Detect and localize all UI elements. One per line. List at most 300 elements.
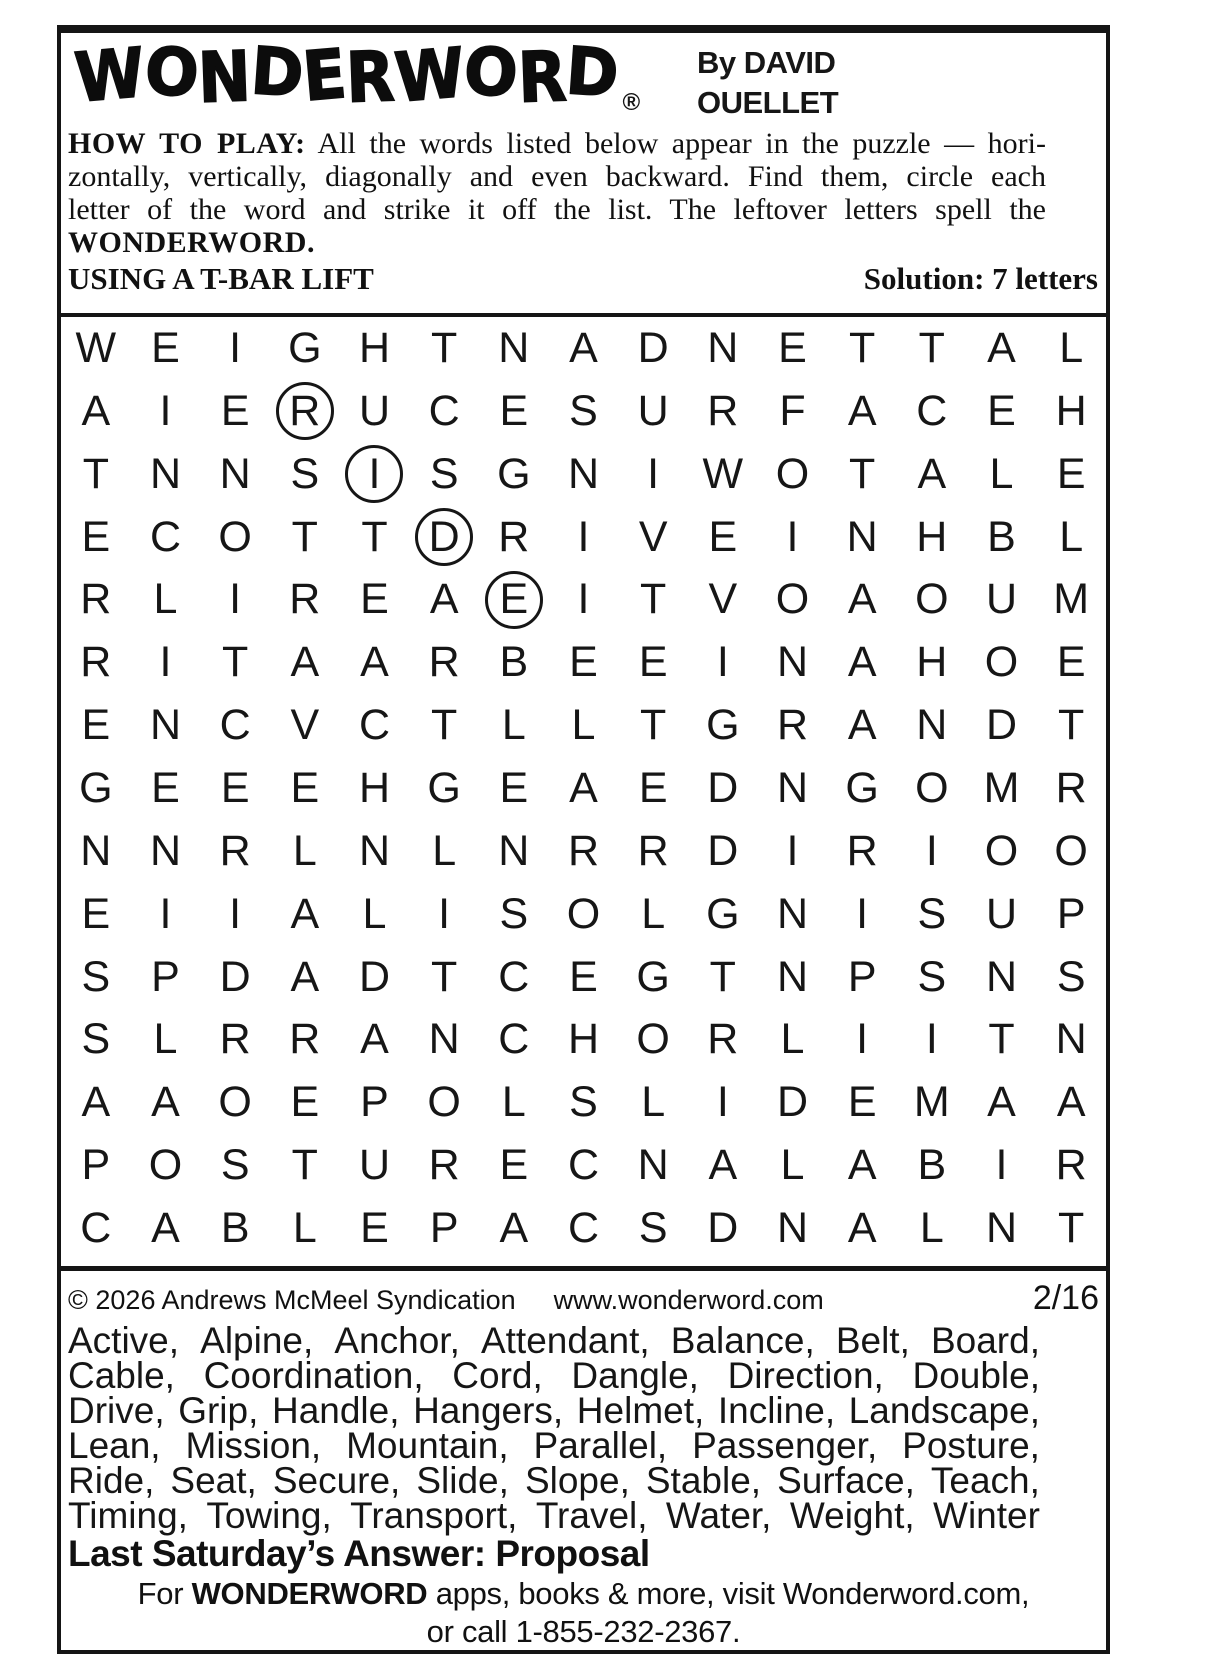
grid-cell[interactable] (1036, 380, 1106, 443)
grid-letter: N (776, 763, 809, 812)
word-list-word: Towing, (206, 1495, 332, 1536)
grid-cell[interactable] (688, 380, 758, 443)
grid-cell[interactable] (897, 1009, 967, 1072)
grid-cell[interactable] (897, 820, 967, 883)
grid-cell[interactable] (758, 946, 828, 1009)
grid-cell[interactable] (131, 317, 201, 380)
grid-letter: V (708, 575, 738, 624)
grid-cell[interactable] (61, 568, 131, 631)
grid-cell[interactable] (270, 568, 340, 631)
grid-cell[interactable] (1036, 317, 1106, 380)
grid-cell[interactable] (688, 506, 758, 569)
grid-letter: B (917, 1141, 947, 1190)
grid-cell[interactable] (270, 694, 340, 757)
grid-cell[interactable] (409, 568, 479, 631)
grid-cell[interactable] (479, 883, 549, 946)
grid-cell[interactable] (340, 1134, 410, 1197)
grid-cell[interactable] (618, 757, 688, 820)
grid-letter: I (925, 1015, 938, 1064)
grid-cell[interactable] (1036, 757, 1106, 820)
grid-cell[interactable] (409, 1197, 479, 1260)
grid-letter: I (786, 512, 799, 561)
grid-cell[interactable] (270, 317, 340, 380)
grid-cell[interactable] (967, 1134, 1037, 1197)
grid-cell[interactable] (270, 631, 340, 694)
grid-letter: N (149, 826, 182, 875)
grid-cell[interactable] (340, 506, 410, 569)
grid-cell[interactable] (340, 694, 410, 757)
grid-cell[interactable] (409, 380, 479, 443)
grid-cell[interactable] (897, 946, 967, 1009)
grid-cell[interactable] (131, 1197, 201, 1260)
grid-cell[interactable] (827, 1009, 897, 1072)
promo-line-2: or call 1-855-232-2367. (426, 1614, 741, 1649)
grid-cell[interactable] (270, 1197, 340, 1260)
grid-cell[interactable] (61, 1134, 131, 1197)
grid-letter: T (849, 323, 876, 372)
grid-cell[interactable] (479, 568, 549, 631)
grid-cell[interactable] (897, 443, 967, 506)
grid-cell[interactable] (758, 820, 828, 883)
grid-cell[interactable] (200, 1009, 270, 1072)
grid-cell[interactable] (758, 380, 828, 443)
grid-cell[interactable] (549, 1071, 619, 1134)
grid-cell[interactable] (131, 380, 201, 443)
grid-cell[interactable] (131, 631, 201, 694)
grid-letter: C (80, 1204, 112, 1253)
grid-cell[interactable] (1036, 694, 1106, 757)
grid-letter: T (1058, 1204, 1085, 1253)
grid-cell[interactable] (967, 1071, 1037, 1134)
grid-cell[interactable] (1036, 1071, 1106, 1134)
grid-cell[interactable] (131, 1071, 201, 1134)
grid-cell[interactable] (688, 1009, 758, 1072)
grid-cell[interactable] (549, 631, 619, 694)
grid-cell[interactable] (270, 820, 340, 883)
grid-cell[interactable] (409, 694, 479, 757)
grid-cell[interactable] (618, 317, 688, 380)
grid-cell[interactable] (409, 883, 479, 946)
grid-cell[interactable] (200, 1134, 270, 1197)
grid-cell[interactable] (827, 317, 897, 380)
word-list-word: Direction, (727, 1355, 884, 1396)
grid-letter: A (360, 1015, 389, 1064)
grid-cell[interactable] (827, 883, 897, 946)
grid-cell[interactable] (758, 506, 828, 569)
grid-letter: I (995, 1141, 1008, 1190)
grid-cell[interactable] (618, 443, 688, 506)
word-list-word: Passenger, (692, 1425, 878, 1466)
grid-cell[interactable] (967, 631, 1037, 694)
grid-letter: O (1054, 826, 1088, 875)
grid-cell[interactable] (549, 946, 619, 1009)
grid-cell[interactable] (688, 694, 758, 757)
grid-cell[interactable] (200, 694, 270, 757)
grid-cell[interactable] (549, 820, 619, 883)
grid-cell[interactable] (340, 380, 410, 443)
grid-cell[interactable] (479, 1134, 549, 1197)
grid-cell[interactable] (479, 506, 549, 569)
grid-letter: T (1058, 701, 1085, 750)
grid-cell[interactable] (549, 1197, 619, 1260)
grid-cell[interactable] (549, 443, 619, 506)
grid-cell[interactable] (688, 568, 758, 631)
puzzle-theme-title: USING A T-BAR LIFT (68, 261, 374, 296)
grid-cell[interactable] (758, 443, 828, 506)
grid-cell[interactable] (827, 380, 897, 443)
grid-cell[interactable] (131, 1134, 201, 1197)
grid-cell[interactable] (1036, 568, 1106, 631)
copyright-notice: © 2026 Andrews McMeel Syndication (68, 1285, 516, 1315)
grid-cell[interactable] (618, 1071, 688, 1134)
grid-cell[interactable] (618, 694, 688, 757)
grid-cell[interactable] (549, 883, 619, 946)
grid-cell[interactable] (897, 317, 967, 380)
grid-cell[interactable] (61, 443, 131, 506)
grid-cell[interactable] (340, 946, 410, 1009)
grid-cell[interactable] (340, 883, 410, 946)
grid-cell[interactable] (827, 568, 897, 631)
grid-cell[interactable] (131, 443, 201, 506)
grid-cell[interactable] (270, 443, 340, 506)
grid-cell[interactable] (618, 1134, 688, 1197)
grid-cell[interactable] (1036, 1134, 1106, 1197)
grid-cell[interactable] (897, 883, 967, 946)
word-list-line (68, 1355, 1040, 1396)
grid-letter: C (358, 701, 391, 750)
grid-cell[interactable] (967, 820, 1037, 883)
registered-trademark-icon: ® (622, 89, 641, 116)
grid-cell[interactable] (200, 568, 270, 631)
grid-letter: B (220, 1204, 250, 1253)
grid-cell[interactable] (479, 317, 549, 380)
grid-cell[interactable] (131, 1009, 201, 1072)
grid-cell[interactable] (967, 506, 1037, 569)
word-list-word: Stable, (645, 1460, 762, 1501)
grid-cell[interactable] (549, 1134, 619, 1197)
grid-letter: T (640, 575, 667, 624)
grid-cell[interactable] (409, 1009, 479, 1072)
grid-cell[interactable] (200, 946, 270, 1009)
grid-cell[interactable] (479, 757, 549, 820)
grid-cell[interactable] (758, 757, 828, 820)
grid-letter: G (497, 449, 531, 498)
grid-cell[interactable] (688, 883, 758, 946)
grid-cell[interactable] (340, 443, 410, 506)
grid-cell[interactable] (618, 820, 688, 883)
grid-cell[interactable] (688, 946, 758, 1009)
grid-cell[interactable] (1036, 631, 1106, 694)
grid-cell[interactable] (618, 946, 688, 1009)
grid-cell[interactable] (758, 1134, 828, 1197)
grid-cell[interactable] (967, 568, 1037, 631)
grid-cell[interactable] (270, 506, 340, 569)
word-list-word: Coordination, (203, 1355, 424, 1396)
grid-cell[interactable] (61, 631, 131, 694)
grid-cell[interactable] (340, 631, 410, 694)
grid-cell[interactable] (549, 1009, 619, 1072)
grid-cell[interactable] (409, 631, 479, 694)
grid-letter: L (1059, 323, 1084, 372)
word-search-grid (61, 317, 1106, 1260)
grid-cell[interactable] (340, 317, 410, 380)
word-list-word: Water, (665, 1495, 772, 1536)
word-list-word: Teach, (930, 1460, 1040, 1501)
grid-letter: R (219, 826, 251, 875)
grid-cell[interactable] (688, 631, 758, 694)
grid-letter: E (220, 763, 250, 812)
grid-letter: R (289, 386, 321, 435)
grid-cell[interactable] (688, 1071, 758, 1134)
grid-cell[interactable] (270, 1009, 340, 1072)
grid-cell[interactable] (1036, 1197, 1106, 1260)
grid-cell[interactable] (409, 1134, 479, 1197)
grid-letter: N (776, 889, 809, 938)
grid-cell[interactable] (1036, 820, 1106, 883)
grid-cell[interactable] (897, 1071, 967, 1134)
grid-letter: G (706, 889, 740, 938)
grid-cell[interactable] (758, 631, 828, 694)
logo-letter: E (299, 34, 350, 117)
grid-cell[interactable] (61, 1009, 131, 1072)
grid-cell[interactable] (827, 820, 897, 883)
grid-cell[interactable] (200, 1071, 270, 1134)
grid-cell[interactable] (409, 506, 479, 569)
grid-cell[interactable] (409, 317, 479, 380)
grid-cell[interactable] (897, 1134, 967, 1197)
grid-cell[interactable] (688, 1134, 758, 1197)
grid-cell[interactable] (479, 946, 549, 1009)
grid-letter: T (849, 449, 876, 498)
grid-cell[interactable] (758, 568, 828, 631)
grid-letter: A (569, 763, 598, 812)
grid-cell[interactable] (479, 820, 549, 883)
grid-cell[interactable] (618, 380, 688, 443)
grid-bottom-rule (57, 1266, 1110, 1271)
grid-cell[interactable] (688, 757, 758, 820)
grid-cell[interactable] (479, 1197, 549, 1260)
grid-letter: V (638, 512, 668, 561)
grid-cell[interactable] (200, 380, 270, 443)
grid-cell[interactable] (688, 1197, 758, 1260)
grid-cell[interactable] (618, 1009, 688, 1072)
grid-cell[interactable] (131, 946, 201, 1009)
grid-cell[interactable] (549, 757, 619, 820)
grid-cell[interactable] (479, 1071, 549, 1134)
wonderword-logo (71, 32, 641, 119)
word-list-word: Incline, (717, 1390, 836, 1431)
grid-cell[interactable] (340, 1197, 410, 1260)
grid-cell[interactable] (409, 946, 479, 1009)
grid-cell[interactable] (897, 506, 967, 569)
grid-cell[interactable] (688, 820, 758, 883)
grid-cell[interactable] (479, 380, 549, 443)
grid-cell[interactable] (897, 757, 967, 820)
grid-cell[interactable] (1036, 883, 1106, 946)
grid-cell[interactable] (967, 317, 1037, 380)
grid-letter: N (776, 952, 809, 1001)
grid-letter: U (985, 575, 1018, 624)
grid-cell[interactable] (549, 694, 619, 757)
grid-letter: V (290, 701, 320, 750)
how-to-play-line: HOW TO PLAY: All the words listed below appear in the puzzle — hori- (68, 127, 1046, 160)
grid-cell[interactable] (61, 317, 131, 380)
grid-cell[interactable] (200, 443, 270, 506)
grid-cell[interactable] (618, 1197, 688, 1260)
grid-cell[interactable] (409, 820, 479, 883)
grid-cell[interactable] (618, 506, 688, 569)
grid-cell[interactable] (61, 820, 131, 883)
grid-cell[interactable] (618, 631, 688, 694)
grid-cell[interactable] (827, 757, 897, 820)
grid-cell[interactable] (409, 1071, 479, 1134)
grid-cell[interactable] (688, 317, 758, 380)
grid-cell[interactable] (827, 631, 897, 694)
grid-cell[interactable] (967, 694, 1037, 757)
grid-cell[interactable] (61, 1071, 131, 1134)
grid-cell[interactable] (1036, 506, 1106, 569)
grid-cell[interactable] (688, 443, 758, 506)
grid-letter: O (984, 638, 1019, 687)
word-list-word: Seat, (170, 1460, 257, 1501)
grid-cell[interactable] (270, 1134, 340, 1197)
grid-cell[interactable] (967, 946, 1037, 1009)
grid-cell[interactable] (758, 694, 828, 757)
syndication-footer (68, 1279, 1099, 1318)
grid-cell[interactable] (131, 694, 201, 757)
grid-cell[interactable] (1036, 1009, 1106, 1072)
grid-cell[interactable] (897, 380, 967, 443)
grid-cell[interactable] (758, 883, 828, 946)
grid-letter: N (776, 1204, 809, 1253)
grid-cell[interactable] (409, 443, 479, 506)
grid-cell[interactable] (967, 1009, 1037, 1072)
grid-cell[interactable] (340, 1071, 410, 1134)
grid-letter: E (778, 323, 807, 372)
grid-cell[interactable] (270, 380, 340, 443)
grid-cell[interactable] (967, 757, 1037, 820)
grid-cell[interactable] (827, 1071, 897, 1134)
grid-cell[interactable] (340, 757, 410, 820)
grid-cell[interactable] (758, 1009, 828, 1072)
grid-cell[interactable] (967, 1197, 1037, 1260)
grid-cell[interactable] (200, 317, 270, 380)
grid-cell[interactable] (270, 757, 340, 820)
grid-cell[interactable] (897, 631, 967, 694)
grid-cell[interactable] (61, 946, 131, 1009)
grid-cell[interactable] (618, 568, 688, 631)
grid-cell[interactable] (897, 568, 967, 631)
grid-cell[interactable] (131, 883, 201, 946)
word-list-word: Hangers, (413, 1390, 564, 1431)
grid-letter: R (80, 575, 112, 624)
grid-cell[interactable] (758, 1071, 828, 1134)
grid-cell[interactable] (200, 506, 270, 569)
grid-cell[interactable] (479, 1009, 549, 1072)
grid-cell[interactable] (827, 443, 897, 506)
grid-cell[interactable] (270, 1071, 340, 1134)
byline (697, 43, 838, 123)
grid-cell[interactable] (200, 883, 270, 946)
grid-letter: L (780, 1015, 805, 1064)
grid-cell[interactable] (479, 694, 549, 757)
grid-cell[interactable] (827, 1134, 897, 1197)
grid-cell[interactable] (827, 694, 897, 757)
grid-letter: S (429, 449, 459, 498)
grid-cell[interactable] (479, 443, 549, 506)
grid-cell[interactable] (61, 1197, 131, 1260)
grid-cell[interactable] (549, 568, 619, 631)
grid-letter: N (428, 1015, 460, 1064)
grid-cell[interactable] (827, 1197, 897, 1260)
grid-cell[interactable] (61, 380, 131, 443)
grid-letter: A (290, 889, 320, 938)
grid-cell[interactable] (340, 1009, 410, 1072)
grid-cell[interactable] (131, 757, 201, 820)
grid-cell[interactable] (827, 506, 897, 569)
grid-cell[interactable] (897, 1197, 967, 1260)
grid-cell[interactable] (61, 694, 131, 757)
grid-cell[interactable] (340, 568, 410, 631)
grid-letter: M (1053, 575, 1090, 624)
grid-cell[interactable] (897, 694, 967, 757)
word-list-word: Anchor, (334, 1320, 460, 1361)
grid-letter: R (428, 638, 460, 687)
grid-cell[interactable] (827, 946, 897, 1009)
grid-letter: I (716, 638, 729, 687)
grid-cell[interactable] (479, 631, 549, 694)
grid-cell[interactable] (200, 631, 270, 694)
grid-cell[interactable] (61, 883, 131, 946)
grid-cell[interactable] (967, 883, 1037, 946)
grid-cell[interactable] (549, 380, 619, 443)
grid-cell[interactable] (270, 883, 340, 946)
grid-cell[interactable] (200, 1197, 270, 1260)
grid-cell[interactable] (61, 757, 131, 820)
grid-cell[interactable] (409, 757, 479, 820)
grid-cell[interactable] (618, 883, 688, 946)
grid-cell[interactable] (131, 820, 201, 883)
grid-cell[interactable] (758, 317, 828, 380)
grid-letter: I (159, 638, 172, 687)
grid-cell[interactable] (758, 1197, 828, 1260)
grid-cell[interactable] (270, 946, 340, 1009)
grid-cell[interactable] (549, 317, 619, 380)
grid-cell[interactable] (1036, 946, 1106, 1009)
grid-cell[interactable] (200, 757, 270, 820)
grid-cell[interactable] (340, 820, 410, 883)
grid-letter: R (428, 1141, 460, 1190)
grid-cell[interactable] (549, 506, 619, 569)
website-url: www.wonderword.com (553, 1285, 824, 1315)
grid-letter: S (917, 952, 947, 1001)
grid-cell[interactable] (1036, 443, 1106, 506)
how-to-play-line: zontally, vertically, diagonally and even backward. Find them, circle each (68, 160, 1046, 193)
grid-cell[interactable] (131, 506, 201, 569)
grid-cell[interactable] (967, 443, 1037, 506)
grid-letter: U (358, 1141, 391, 1190)
grid-letter: E (499, 763, 529, 812)
grid-letter: A (290, 952, 320, 1001)
grid-cell[interactable] (967, 380, 1037, 443)
word-list-word: Secure, (272, 1460, 401, 1501)
grid-cell[interactable] (61, 506, 131, 569)
grid-cell[interactable] (131, 568, 201, 631)
grid-letter: A (151, 1204, 180, 1253)
grid-letter: S (569, 386, 598, 435)
logo-letter: D (563, 32, 622, 113)
grid-cell[interactable] (200, 820, 270, 883)
